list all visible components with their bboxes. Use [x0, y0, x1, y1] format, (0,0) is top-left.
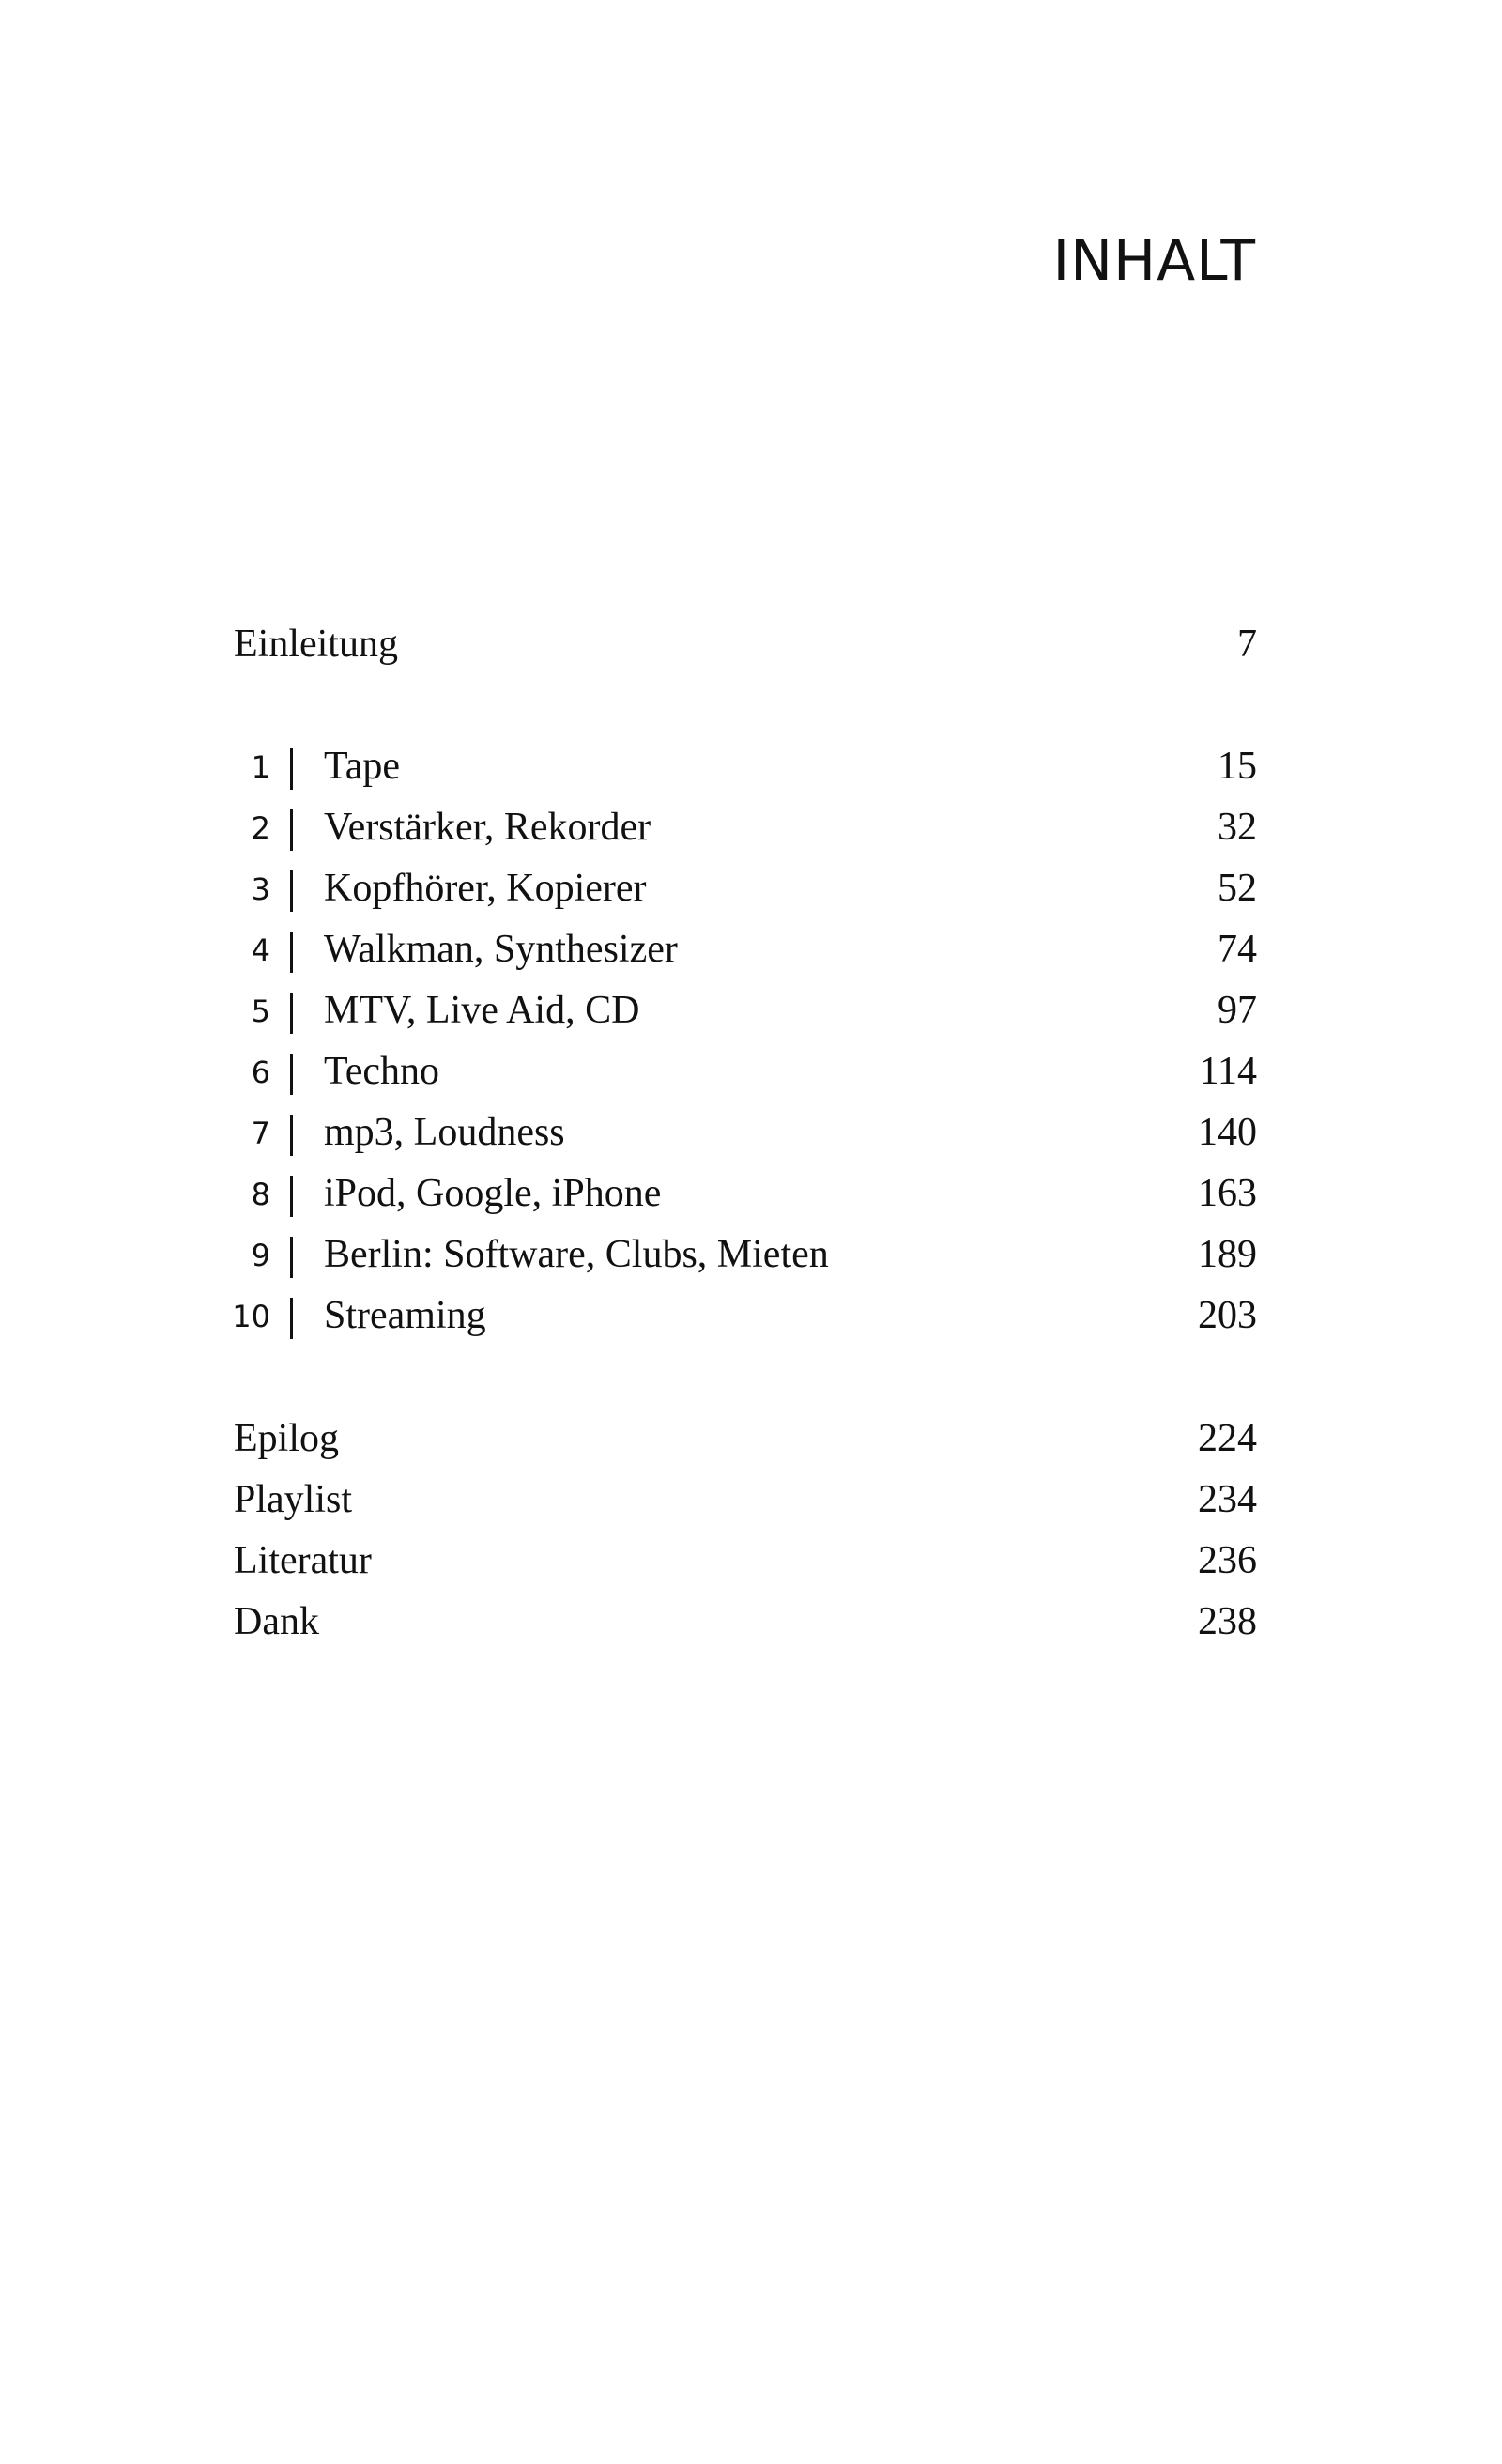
chapter-number: 2	[251, 810, 270, 846]
chapter-separator	[290, 1054, 293, 1095]
chapter-page: 114	[1199, 1050, 1257, 1093]
toc-entry-page: 236	[1198, 1539, 1257, 1582]
chapter-separator	[290, 870, 293, 912]
chapter-title: Walkman, Synthesizer	[324, 928, 678, 971]
chapter-separator	[290, 993, 293, 1034]
chapter-page: 189	[1198, 1233, 1257, 1276]
toc-entry-page: 224	[1198, 1417, 1257, 1460]
chapter-number: 4	[251, 932, 270, 968]
toc-chapter-row[interactable]	[234, 1235, 1257, 1296]
toc-entry-title: Einleitung	[234, 623, 398, 666]
toc-chapter-row[interactable]	[234, 1052, 1257, 1113]
chapter-title: Berlin: Software, Clubs, Mieten	[324, 1233, 829, 1276]
chapter-title: Techno	[324, 1050, 440, 1093]
chapter-title: Streaming	[324, 1294, 486, 1337]
chapter-number: 8	[251, 1177, 270, 1212]
chapter-page: 74	[1218, 928, 1257, 971]
chapter-title: Verstärker, Rekorder	[324, 806, 651, 849]
chapter-separator	[290, 1115, 293, 1156]
chapter-number: 6	[251, 1055, 270, 1090]
toc-entry-page: 7	[1237, 623, 1257, 666]
chapter-number: 10	[232, 1299, 270, 1334]
chapter-page: 163	[1198, 1172, 1257, 1215]
chapter-page: 97	[1218, 989, 1257, 1032]
chapter-page: 140	[1198, 1111, 1257, 1154]
chapter-number: 5	[251, 993, 270, 1029]
toc-chapter-row[interactable]	[234, 1113, 1257, 1174]
chapter-number: 3	[251, 871, 270, 907]
chapter-title: MTV, Live Aid, CD	[324, 989, 640, 1032]
toc-back-matter	[234, 1419, 1257, 1663]
chapter-page: 203	[1198, 1294, 1257, 1337]
chapter-number: 1	[251, 749, 270, 785]
toc-entry-page: 238	[1198, 1600, 1257, 1643]
chapter-number: 7	[251, 1116, 270, 1151]
chapter-page: 32	[1218, 806, 1257, 849]
chapter-title: Kopfhörer, Kopierer	[324, 867, 647, 910]
chapter-page: 52	[1218, 867, 1257, 910]
chapter-title: iPod, Google, iPhone	[324, 1172, 662, 1215]
chapter-separator	[290, 932, 293, 973]
chapter-separator	[290, 748, 293, 790]
toc-chapter-row[interactable]	[234, 991, 1257, 1052]
toc-entry-epilog[interactable]	[234, 1419, 1257, 1480]
chapter-number: 9	[251, 1238, 270, 1273]
chapter-separator	[290, 1176, 293, 1217]
chapter-title: Tape	[324, 745, 401, 788]
toc-entry-playlist[interactable]	[234, 1480, 1257, 1541]
chapter-separator	[290, 1237, 293, 1278]
chapter-separator	[290, 809, 293, 851]
toc-entry-title: Dank	[234, 1600, 319, 1643]
page-title: INHALT	[1052, 228, 1256, 294]
toc-entry-page: 234	[1198, 1478, 1257, 1521]
chapter-title: mp3, Loudness	[324, 1111, 565, 1154]
toc-entry-title: Playlist	[234, 1478, 353, 1521]
toc-entry-literatur[interactable]	[234, 1541, 1257, 1602]
toc-entry-dank[interactable]	[234, 1602, 1257, 1663]
toc-intro	[234, 624, 1257, 685]
toc-entry-intro[interactable]	[234, 624, 1257, 685]
chapter-page: 15	[1218, 745, 1257, 788]
toc-entry-title: Epilog	[234, 1417, 339, 1460]
toc-chapter-row[interactable]	[234, 808, 1257, 869]
toc-chapter-row[interactable]	[234, 1174, 1257, 1235]
toc-chapters	[234, 747, 1257, 1357]
toc-chapter-row[interactable]	[234, 869, 1257, 930]
toc-entry-title: Literatur	[234, 1539, 372, 1582]
toc-chapter-row[interactable]	[234, 930, 1257, 991]
toc-chapter-row[interactable]	[234, 747, 1257, 808]
chapter-separator	[290, 1298, 293, 1339]
toc-chapter-row[interactable]	[234, 1296, 1257, 1357]
